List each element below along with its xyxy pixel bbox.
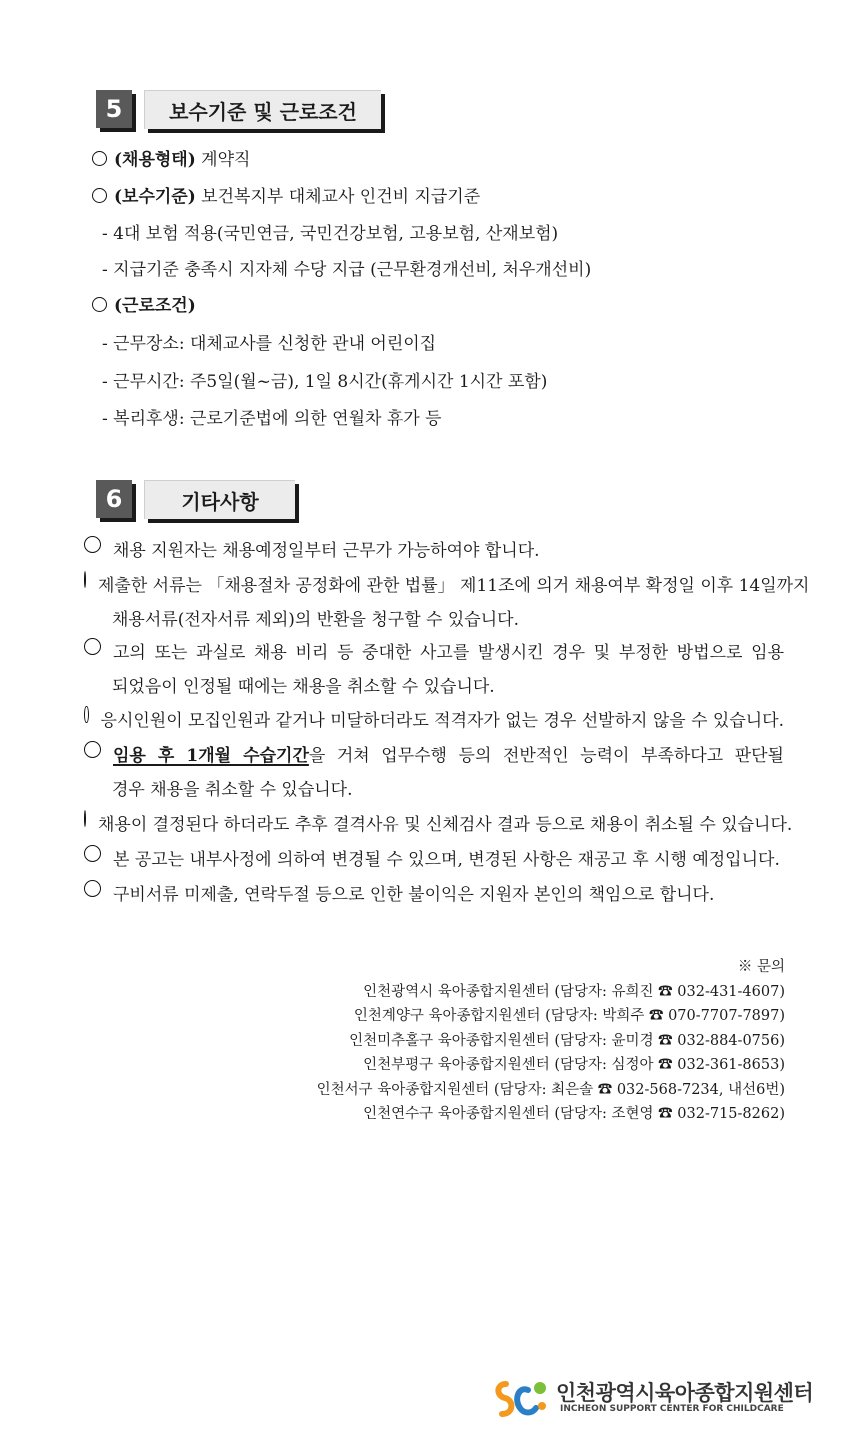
circle-bullet-icon: [84, 706, 89, 723]
contact-line: 인천계양구 육아종합지원센터 (담당자: 박희주 ☎ 070-7707-7897): [353, 1008, 785, 1024]
circle-bullet-icon: [92, 188, 107, 203]
probation-emphasis: 임용 후 1개월 수습기간: [113, 746, 309, 766]
contact-block: [317, 955, 785, 1127]
section-title: 보수기준 및 근로조건: [144, 90, 381, 129]
circle-bullet-icon: [84, 880, 101, 897]
circle-bullet-icon: [84, 571, 86, 588]
list-item: 본 공고는 내부사정에 의하여 변경될 수 있으며, 변경된 사항은 재공고 후 시행 예정입니다.: [84, 845, 784, 870]
sub-item: - 복리후생: 근로기준법에 의한 연월차 휴가 등: [102, 409, 442, 429]
pay-standard-item: (보수기준) 보건복지부 대체교사 인건비 지급기준: [92, 182, 480, 207]
section-number: 6: [96, 480, 132, 518]
circle-bullet-icon: [84, 741, 101, 758]
circle-bullet-icon: [84, 845, 101, 862]
logo-title: 인천광역시육아종합지원센터: [556, 1381, 814, 1405]
section-number: 5: [96, 90, 132, 128]
circle-bullet-icon: [92, 151, 107, 166]
sub-item: - 지급기준 충족시 지자체 수당 지급 (근무환경개선비, 처우개선비): [102, 260, 592, 280]
employment-type-item: (채용형태) 계약직: [92, 145, 250, 170]
list-item: 제출한 서류는 「채용절차 공정화에 관한 법률」 제11조에 의거 채용여부 확정일 이후 14일까지 채용서류(전자서류 제외)의 반환을 청구할 수 있습니다.: [84, 571, 784, 630]
work-conditions-item: (근로조건): [92, 291, 196, 316]
section-5-header: [96, 90, 381, 134]
section-6-header: [96, 480, 295, 524]
circle-bullet-icon: [84, 810, 86, 827]
circle-bullet-icon: [84, 536, 101, 553]
list-item: 고의 또는 과실로 채용 비리 등 중대한 사고를 발생시킨 경우 및 부정한 방법으로 임용 되었음이 인정될 때에는 채용을 취소할 수 있습니다.: [84, 638, 784, 697]
sub-item: - 근무장소: 대체교사를 신청한 관내 어린이집: [102, 334, 437, 354]
contact-line: 인천미추홀구 육아종합지원센터 (담당자: 윤미경 ☎ 032-884-0756): [349, 1032, 785, 1049]
center-logo: [492, 1374, 814, 1422]
contact-line: 인천서구 육아종합지원센터 (담당자: 최은솔 ☎ 032-568-7234, 내선6번): [316, 1081, 785, 1098]
list-item: 채용 지원자는 채용예정일부터 근무가 가능하여야 합니다.: [84, 536, 784, 561]
contact-header: ※ 문의: [737, 959, 785, 975]
logo-subtitle: INCHEON SUPPORT CENTER FOR CHILDCARE: [560, 1404, 784, 1414]
sub-item: - 근무시간: 주5일(월~금), 1일 8시간(휴게시간 1시간 포함): [102, 372, 548, 392]
section-title: 기타사항: [144, 480, 295, 519]
list-item: 구비서류 미제출, 연락두절 등으로 인한 불이익은 지원자 본인의 책임으로 합니다.: [84, 880, 784, 905]
circle-bullet-icon: [92, 297, 107, 312]
list-item: 채용이 결정된다 하더라도 추후 결격사유 및 신체검사 결과 등으로 채용이 취소될 수 있습니다.: [84, 810, 784, 835]
list-item: 응시인원이 모집인원과 같거나 미달하더라도 적격자가 없는 경우 선발하지 않을 수 있습니다.: [84, 706, 784, 731]
contact-line: 인천부평구 육아종합지원센터 (담당자: 심정아 ☎ 032-361-8653): [363, 1057, 785, 1073]
contact-line: 인천연수구 육아종합지원센터 (담당자: 조현영 ☎ 032-715-8262): [363, 1106, 785, 1122]
contact-line: 인천광역시 육아종합지원센터 (담당자: 유희진 ☎ 032-431-4607): [363, 983, 785, 1000]
sub-item: - 4대 보험 적용(국민연금, 국민건강보험, 고용보험, 산재보험): [102, 224, 559, 244]
circle-bullet-icon: [84, 638, 101, 655]
center-emblem-icon: [492, 1374, 552, 1422]
list-item: 임용 후 1개월 수습기간을 거쳐 업무수행 등의 전반적인 능력이 부족하다고 판단될 경우 채용을 취소할 수 있습니다.: [84, 741, 784, 800]
